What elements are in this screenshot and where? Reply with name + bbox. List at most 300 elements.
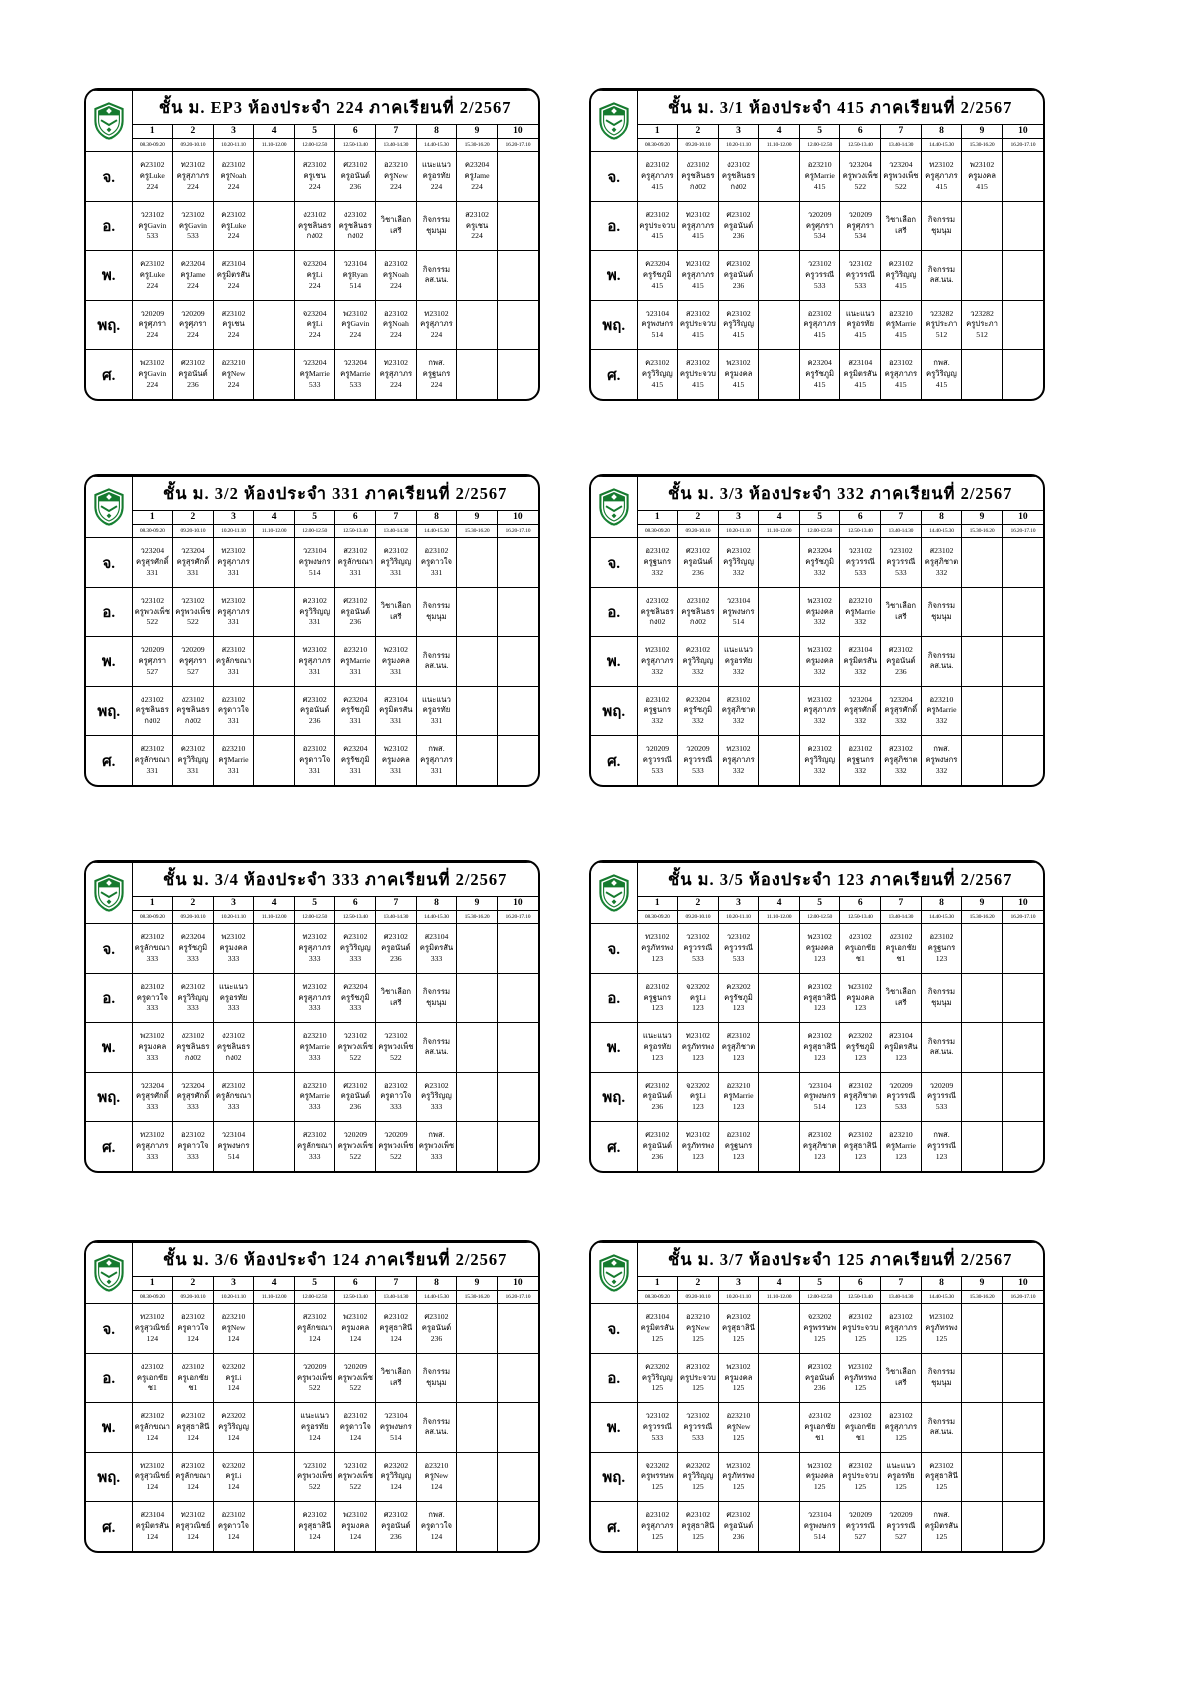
period-number: 7 [376,125,417,139]
period-number: 9 [457,897,498,911]
room-number: 124 [227,1432,240,1442]
schedule-cell [921,1023,962,1072]
room-number: 331 [146,568,159,578]
crest-cell [86,477,132,538]
room-number: 124 [146,1334,159,1344]
teacher-name: ลส.นน. [929,275,954,285]
room-number: 123 [732,1102,745,1112]
subject-code: ง23102 [140,694,164,704]
timetable-title: ชั้น ม. 3/4 ห้องประจำ 333 ภาคเรียนที่ 2/2567 [132,863,538,897]
room-number: 224 [308,280,321,290]
teacher-name: ลส.นน. [424,1047,449,1057]
schedule-cell [678,152,719,201]
teacher-name: ครูสุรศักดิ์ [843,705,877,715]
day-label: ศ. [591,350,637,399]
room-number: 123 [651,1052,664,1062]
period-time: 08.30-09.20 [637,1291,678,1304]
subject-code: ศ23102 [383,1510,408,1520]
schedule-cell [840,924,881,973]
teacher-name: ครูมงคล [968,171,997,181]
school-crest-icon [93,1253,125,1293]
subject-code: ค23202 [685,1460,711,1470]
teacher-name: ครูวรรณี [886,557,916,567]
schedule-cell [759,736,800,785]
schedule-cell [497,152,538,201]
period-time: 12.00-12.50 [294,525,335,538]
subject-code: ส23104 [424,932,449,942]
subject-code: จ23202 [221,1361,246,1371]
teacher-name: ครูMarrie [218,755,249,765]
room-number: 415 [692,231,704,241]
room-number: 123 [692,1052,704,1062]
room-number: 333 [227,954,240,964]
day-label: จ. [86,1304,132,1353]
schedule-cell [132,736,173,785]
period-number: 8 [416,125,457,139]
teacher-name: ชุมนุม [931,1378,952,1388]
teacher-name: เสรี [895,226,907,236]
teacher-name: ครูชลินธร [176,1042,210,1052]
schedule-cell [457,1122,498,1171]
subject-code: ว20209 [181,308,205,318]
timetable-3-1-415 [589,88,1045,401]
room-number: 332 [895,765,907,775]
teacher-name: ครูดาวใจ [420,1521,453,1531]
room-number: 125 [854,1334,867,1344]
subject-code: ท23102 [726,744,751,754]
schedule-cell [173,1403,214,1452]
schedule-cell [416,973,457,1022]
room-number: 512 [935,330,948,340]
schedule-cell [416,1023,457,1072]
subject-code: ว23204 [181,546,205,556]
teacher-name: ครูสุรศักดิ์ [176,1091,210,1101]
schedule-cell [376,1072,417,1121]
period-time: 16.20-17.10 [1002,139,1043,152]
schedule-cell [457,201,498,250]
teacher-name: ครูสุภาภร [420,755,453,765]
teacher-name: ครูอนันต์ [340,1091,370,1101]
subject-code: ค23102 [685,645,711,655]
room-number: 533 [935,1102,948,1112]
subject-code: ค23202 [645,1361,670,1371]
schedule-cell [335,1403,376,1452]
subject-code: ค23204 [807,546,832,556]
timetable-title: ชั้น ม. 3/6 ห้องประจำ 124 ภาคเรียนที่ 2/2567 [132,1243,538,1277]
schedule-cell [759,350,800,399]
schedule-cell [213,1072,254,1121]
teacher-name: ครูMarrie [299,369,330,379]
schedule-cell [637,973,678,1022]
period-time: 12.50-13.40 [335,139,376,152]
room-number: 415 [895,330,907,340]
schedule-cell [335,152,376,201]
period-time: 13.40-14.30 [881,1291,922,1304]
schedule-cell [1002,350,1043,399]
period-time: 12.50-13.40 [840,911,881,924]
period-number: 8 [416,897,457,911]
room-number: 124 [187,1432,199,1442]
schedule-cell [457,1452,498,1501]
subject-code: อ23210 [221,1312,246,1322]
room-number: 224 [146,379,159,389]
teacher-name: ครูวรรณี [642,755,672,765]
teacher-name: ชุมนุม [931,998,952,1008]
teacher-name: ครูอนันต์ [178,369,208,379]
teacher-name: ครูชลินธร [216,1042,251,1052]
schedule-cell [759,201,800,250]
schedule-cell [1002,973,1043,1022]
teacher-name: ชุมนุม [426,226,447,236]
schedule-cell [718,637,759,686]
room-number: 224 [390,182,402,192]
schedule-cell [881,152,922,201]
subject-code: ส23102 [848,1080,873,1090]
period-number: 2 [678,511,719,525]
subject-code: อ23210 [302,1031,327,1041]
schedule-cell [921,152,962,201]
timetable-ep3-224 [84,88,540,401]
room-number: 527 [146,666,159,676]
subject-code: ค23102 [140,259,165,269]
schedule-cell [213,538,254,587]
teacher-name: ครูวิริญญ [926,369,957,379]
timetable-3-5-123 [589,860,1045,1173]
room-number: 514 [651,330,664,340]
room-number: 333 [187,1151,199,1161]
period-number: 6 [335,125,376,139]
period-time: 15.30-16.20 [962,525,1003,538]
period-number: 4 [254,125,295,139]
room-number: 125 [692,1334,704,1344]
subject-code: แนะแนว [642,1031,672,1041]
schedule-cell [335,637,376,686]
day-label: พ. [86,251,132,300]
room-number: 124 [227,1334,240,1344]
schedule-cell [132,538,173,587]
school-crest-icon [598,101,630,141]
period-time: 12.00-12.50 [294,139,335,152]
teacher-name: ครูเอกชัย [844,1422,876,1432]
teacher-name: ครูพวงเพ็ช [418,1141,455,1151]
schedule-cell [678,924,719,973]
teacher-name: ครูประจวบ [842,1471,879,1481]
teacher-name: ครูเอกชัย [136,1372,168,1382]
teacher-name: ครูรัชภูมิ [340,992,370,1002]
schedule-cell [962,1353,1003,1402]
room-number: 333 [430,1151,443,1161]
schedule-cell [173,201,214,250]
schedule-cell [254,538,295,587]
subject-code: ส23104 [221,259,246,269]
schedule-cell [254,152,295,201]
subject-code: ค23204 [180,259,206,269]
teacher-name: ครูพรรษพ [803,1323,837,1333]
subject-code: กิจกรรม [927,1416,956,1426]
period-time: 13.40-14.30 [881,139,922,152]
teacher-name: ลส.นน. [929,661,954,671]
room-number: 522 [308,1383,321,1393]
teacher-name: ครูGavin [138,220,167,230]
schedule-cell [759,251,800,300]
subject-code: ส23104 [383,694,408,704]
subject-code: จ23204 [302,259,327,269]
teacher-name: ครูสุวณิชย์ [134,1471,170,1481]
schedule-cell [457,350,498,399]
room-number: 331 [390,716,402,726]
teacher-name: ครูสุรศักดิ์ [135,557,169,567]
day-label: อ. [86,201,132,250]
teacher-name: ครูเอกชัย [177,1372,209,1382]
schedule-cell [637,1452,678,1501]
schedule-cell [294,686,335,735]
period-number: 4 [759,125,800,139]
schedule-cell [132,350,173,399]
room-number: 123 [732,1052,745,1062]
period-time: 08.30-09.20 [132,1291,173,1304]
schedule-cell [759,1023,800,1072]
subject-code: ค23102 [180,1411,206,1421]
teacher-name: ครูLi [225,1372,242,1382]
schedule-cell [335,1072,376,1121]
period-number: 6 [335,897,376,911]
room-number: 331 [227,765,240,775]
teacher-name: ครูสุภาภร [803,705,836,715]
room-number: 125 [651,1334,664,1344]
period-time: 16.20-17.10 [497,1291,538,1304]
subject-code: อ23210 [383,160,408,170]
subject-code: ว23102 [726,932,751,942]
subject-code: แนะแนว [845,308,875,318]
day-label: อ. [591,1353,637,1402]
subject-code: ค23202 [221,1411,246,1421]
teacher-name: ครูศุภรา [805,220,834,230]
teacher-name: ครูสุภาภร [176,171,210,181]
schedule-cell [962,300,1003,349]
period-number: 6 [840,511,881,525]
period-time: 08.30-09.20 [132,525,173,538]
teacher-name: ครูดาวใจ [217,1521,250,1531]
schedule-cell [840,300,881,349]
teacher-name: ครูNew [383,171,408,181]
schedule-cell [1002,300,1043,349]
subject-code: แนะแนว [219,981,248,991]
subject-code: ง23102 [686,160,710,170]
subject-code: ค23204 [645,259,670,269]
day-label: จ. [591,1304,637,1353]
subject-code: ส23102 [302,1312,327,1322]
subject-code: วิชาเลือก [380,1367,412,1377]
schedule-cell [799,350,840,399]
day-label: พ. [86,637,132,686]
period-number: 10 [497,125,538,139]
timetable-3-6-124 [84,1240,540,1553]
schedule-cell [213,1452,254,1501]
room-number: 124 [308,1531,321,1541]
schedule-cell [962,587,1003,636]
room-number: 333 [146,1151,159,1161]
period-number: 9 [962,1277,1003,1291]
teacher-name: ครูLi [225,1471,242,1481]
subject-code: ศ23102 [302,694,327,704]
teacher-name: เสรี [390,998,402,1008]
subject-code: ว23204 [140,1080,165,1090]
schedule-cell [173,1353,214,1402]
period-time: 15.30-16.20 [962,139,1003,152]
teacher-name: ครูสุภาภร [217,557,250,567]
schedule-cell [921,300,962,349]
subject-code: ส23102 [465,209,489,219]
crest-cell [86,863,132,924]
room-number: 333 [227,1102,240,1112]
schedule-cell [962,350,1003,399]
schedule-cell [718,1502,759,1551]
subject-code: ว23104 [343,259,368,269]
teacher-name: ครูสุภิชาต [843,1091,878,1101]
subject-code: ส23104 [645,1312,670,1322]
schedule-cell [376,251,417,300]
teacher-name: ครูอนันต์ [804,1372,835,1382]
schedule-cell [497,350,538,399]
school-crest-icon [93,873,125,913]
schedule-cell [294,251,335,300]
subject-code: กิจกรรม [927,987,956,997]
period-number: 5 [294,125,335,139]
period-time: 12.00-12.50 [294,911,335,924]
schedule-cell [376,587,417,636]
school-crest-icon [93,101,125,141]
schedule-cell [132,1502,173,1551]
teacher-name: ชุมนุม [426,1378,447,1388]
teacher-name: ครูวรรณี [926,1141,956,1151]
schedule-cell [718,350,759,399]
schedule-cell [881,1353,922,1402]
teacher-name: ครูพวงเพ็ช [337,1141,373,1151]
day-label: จ. [591,152,637,201]
room-number: 331 [430,568,443,578]
schedule-cell [921,1502,962,1551]
subject-code: จ23204 [302,308,327,318]
teacher-name: ครูภัทรพง [681,1042,715,1052]
subject-code: ท23102 [383,358,408,368]
schedule-cell [457,637,498,686]
schedule-cell [376,1122,417,1171]
schedule-cell [799,587,840,636]
schedule-cell [718,587,759,636]
period-number: 10 [497,897,538,911]
room-number: 331 [187,765,199,775]
room-number: 333 [227,1003,240,1013]
subject-code: พ23102 [807,645,832,655]
subject-code: ว20209 [807,209,832,219]
crest-cell [591,863,637,924]
schedule-cell [132,1353,173,1402]
room-number: 331 [187,568,199,578]
day-label: ศ. [86,1502,132,1551]
schedule-cell [962,1403,1003,1452]
room-number: 125 [692,1531,704,1541]
teacher-name: ครูเชน [303,171,326,181]
subject-code: ท23102 [645,645,670,655]
room-number: 534 [813,231,826,241]
teacher-name: ครูประภา [925,319,958,329]
period-time: 16.20-17.10 [497,139,538,152]
schedule-cell [921,637,962,686]
room-number: 125 [813,1334,826,1344]
room-number: 236 [732,231,745,241]
schedule-cell [294,1502,335,1551]
period-time: 10.20-11.10 [213,911,254,924]
period-time: 14.40-15.30 [921,525,962,538]
schedule-cell [416,924,457,973]
period-number: 3 [718,125,759,139]
schedule-cell [173,538,214,587]
period-time: 09.20-10.10 [678,1291,719,1304]
period-number: 10 [1002,125,1043,139]
subject-code: ค23102 [140,160,165,170]
subject-code: ค23102 [221,209,246,219]
teacher-name: ครูเอกชัย [804,1422,836,1432]
teacher-name: ครูสุภาภร [136,1141,169,1151]
room-number: 124 [227,1482,240,1492]
teacher-name: ครูวิริญญ [299,606,331,616]
room-number: 331 [308,666,321,676]
subject-code: ส23102 [929,546,954,556]
schedule-cell [376,973,417,1022]
schedule-cell [376,1023,417,1072]
schedule-cell [881,1072,922,1121]
schedule-cell [335,300,376,349]
schedule-cell [962,251,1003,300]
schedule-cell [799,1122,840,1171]
room-number: 124 [349,1432,362,1442]
schedule-cell [416,1304,457,1353]
teacher-name: ครูรัชภูมิ [340,705,370,715]
room-number: 224 [227,231,240,241]
day-label: อ. [591,973,637,1022]
period-number: 4 [759,897,800,911]
room-number: 332 [935,568,948,578]
period-number: 5 [294,1277,335,1291]
schedule-cell [718,686,759,735]
schedule-cell [457,251,498,300]
schedule-cell [416,300,457,349]
teacher-name: ครูพวงเพ็ช [337,1372,373,1382]
room-number: 415 [651,231,664,241]
schedule-cell [213,924,254,973]
schedule-cell [840,350,881,399]
schedule-cell [962,538,1003,587]
schedule-cell [799,1072,840,1121]
schedule-cell [376,1403,417,1452]
schedule-cell [254,350,295,399]
schedule-cell [173,1502,214,1551]
subject-code: ส23102 [888,744,913,754]
subject-code: ส23102 [140,744,165,754]
period-time: 10.20-11.10 [213,1291,254,1304]
subject-code: ง23102 [686,595,710,605]
schedule-cell [759,1122,800,1171]
teacher-name: ครูสุภาภร [298,943,331,953]
schedule-cell [840,637,881,686]
schedule-cell [799,201,840,250]
subject-code: ค23204 [807,358,832,368]
schedule-cell [678,1304,719,1353]
room-number: 415 [935,379,948,389]
period-time: 13.40-14.30 [376,1291,417,1304]
subject-code: วิชาเลือก [380,987,412,997]
room-number: กง02 [649,617,666,627]
